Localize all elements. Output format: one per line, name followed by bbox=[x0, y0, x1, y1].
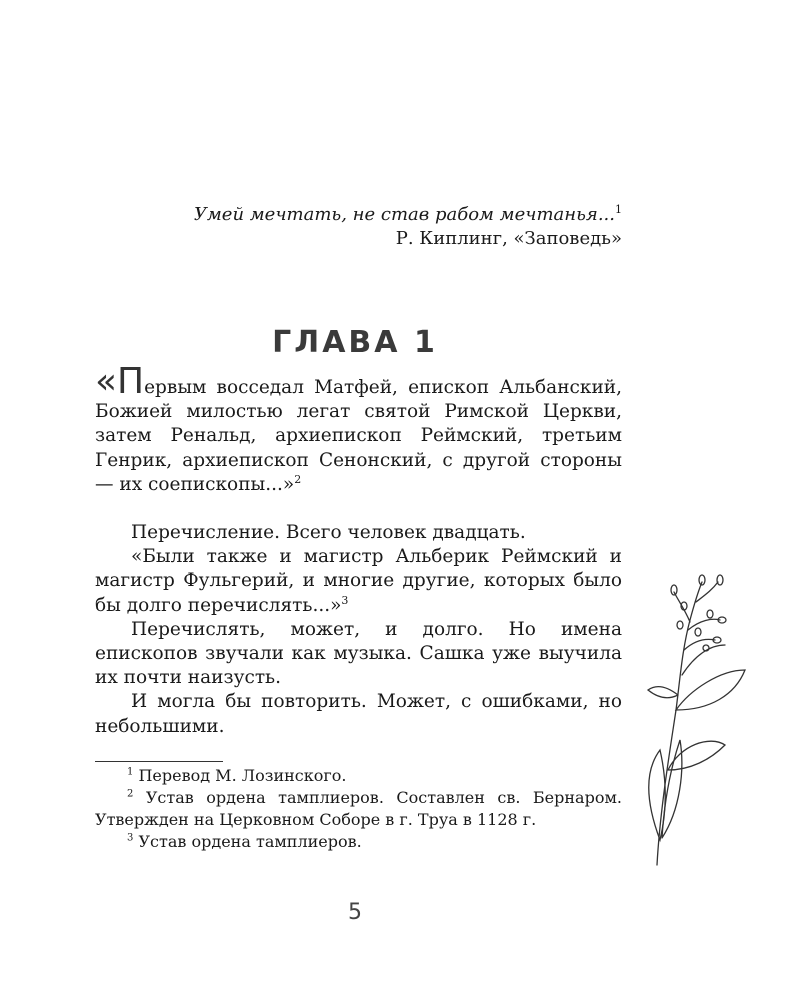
footnote-ref-3[interactable]: 3 bbox=[341, 593, 349, 607]
chapter-title: ГЛАВА 1 bbox=[272, 325, 438, 360]
paragraph-2: Перечисление. Всего человек двадцать. bbox=[131, 522, 526, 544]
main-text bbox=[95, 361, 622, 739]
footnotes bbox=[95, 765, 622, 853]
footnote-1: $^1$ Перевод М. Лозинского. bbox=[127, 766, 347, 785]
plant-illustration bbox=[640, 570, 760, 870]
footnote-3: $^3$ Устав ордена тамплиеров. bbox=[127, 832, 362, 851]
footnote-ref-1[interactable]: 1 bbox=[615, 203, 622, 216]
footnote-divider bbox=[95, 761, 223, 762]
epigraph-quote: Умей мечтать, не став рабом мечтанья...$^1$ bbox=[193, 203, 622, 225]
paragraph-1: «Первым восседал Матфей, епископ Альбанский, Божией милостью легат святой Римской Церкви, затем Ренальд, архиепископ Реймский, третьим Генрик, архиепископ Сенонский, с другой стороны — их соепископы...»$^2$ bbox=[95, 361, 622, 495]
footnote-ref-2[interactable]: 2 bbox=[294, 472, 302, 486]
paragraph-4: Перечислять, может, и долго. Но имена епископов звучали как музыка. Сашка уже выучила их почти наизусть. bbox=[95, 618, 622, 689]
paragraph-5: И могла бы повторить. Может, с ошибками, но небольшими. bbox=[95, 691, 622, 737]
paragraph-3: «Были также и магистр Альберик Реймский и магистр Фульгерий, и многие другие, которых было бы долго перечислять...»$^3$ bbox=[95, 546, 622, 616]
epigraph-author: Р. Киплинг, «Заповедь» bbox=[395, 228, 622, 249]
page-number: 5 bbox=[348, 900, 362, 925]
drop-cap: «П bbox=[95, 361, 145, 402]
epigraph bbox=[194, 203, 622, 251]
footnote-2: $^2$ Устав ордена тамплиеров. Составлен св. Бернаром. Утвержден на Церковном Соборе в г. Труа в 1128 г. bbox=[95, 788, 622, 829]
